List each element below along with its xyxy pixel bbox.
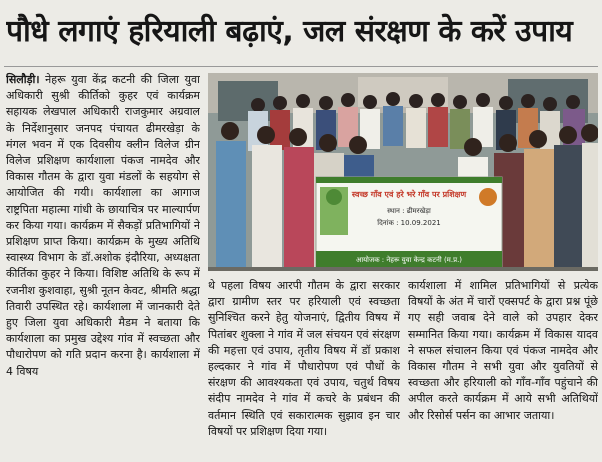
banner-date: दिनांक : 10.09.2021 bbox=[377, 219, 441, 227]
article-column-2 bbox=[208, 278, 400, 460]
headline-divider bbox=[4, 66, 598, 67]
banner-footer: आयोजक : नेहरू युवा केन्द्र कटनी (म.प्र.) bbox=[355, 256, 463, 264]
column-2-text: थे पहला विषय आरपी गौतम के द्वारा सरकार द्वारा ग्रामीण स्तर पर हरियाली एवं स्वच्छता सुनिश्चित करने हेतु योजनाएं, द्वितीय विषय में पितांबर शुक्ला ने गांव में जल संचयन एवं संरक्षण की महत्ता एवं उपाय, तृतीय विषय में डॉ प्रकाश हल्दकार ने गांव में पौधारोपण एवं पौधों के संरक्षण की आवश्यकता एवं उपाय, चतुर्थ विषय संदीप नामदेव ने गांव में कचरे के प्रबंधन की वर्तमान स्थिति एवं सकारात्मक सुझाव इन चार विषयों पर प्रशिक्षण दिया गया। bbox=[208, 279, 400, 438]
headline: पौधे लगाएं हरियाली बढ़ाएं, जल संरक्षण के करें उपाय bbox=[6, 14, 573, 49]
column-3-text: कार्यशाला में शामिल प्रतिभागियों से प्रत्येक विषयों के अंत में चारों एक्सपर्ट के द्वारा प्रश्न पूंछे गए सही जवाब देने वाले को उपहार देकर सम्मानित किया गया। कार्यक्रम में विकास यादव ने सफल संचालन किया एवं पंकज नामदेव और विकास गौतम ने सभी युवा और युवतियों से स्वच्छता और हरियाली को गाँव-गाँव पहुंचाने की अपील करते कार्यक्रम में आये सभी अतिथियों और रिसोर्स पर्सन का आभार जताया। bbox=[408, 279, 598, 422]
banner-venue: स्थान : ढीमरखेड़ा bbox=[387, 207, 431, 215]
event-photo bbox=[208, 73, 598, 271]
column-1-text: नेहरू युवा केंद्र कटनी की जिला युवा अधिकारी सुश्री कीर्तिको कुहर एवं कार्यक्रम सहायक लेखपाल अधिकारी राजकुमार अग्रवाल के निर्देशानुसार जनपद पंचायत ढीमरखेड़ा के मंगल भवन में एक दिवसीय क्लीन विलेज ग्रीन विलेज प्रशिक्षण कार्यशाला पंकज नामदेव और विकास गौतम के द्वारा युवा मंडलों के सहयोग से आयोजित की गयी। कार्यशाला का आगाज राष्ट्रपिता महात्मा गांधी के छायाचित्र पर माल्यार्पण कर किया गया। कार्यक्रम में सैकड़ों प्रतिभागियों ने प्रशिक्षण प्राप्त किया। कार्यक्रम के मुख्य अतिथि स्वास्थ्य विभाग के डॉ.अशोक इंदौरिया, अध्यक्षता कीर्तिका कुहर ने किया। विशिष्ट अतिथि के रूप में रजनीश कुशवाहा, सुश्री नूतन केवट, श्रीमति श्रद्धा तिवारी उपस्थित रहे। कार्यशाला में जानकारी देते हुए जिला युवा अधिकारी मैडम ने बताया कि कार्यशाला का प्रमुख उद्देश्य गांव में स्वच्छता और पौधारोपण को गति प्रदान करना है। कार्यशाला में 4 विषय bbox=[6, 73, 200, 378]
dateline: सिलौड़ी। bbox=[6, 73, 40, 86]
banner-title: स्वच्छ गाँव एवं हरे भरे गाँव पर प्रशिक्षण bbox=[351, 190, 467, 199]
article-column-3 bbox=[408, 278, 598, 460]
article-column-1 bbox=[6, 72, 200, 460]
